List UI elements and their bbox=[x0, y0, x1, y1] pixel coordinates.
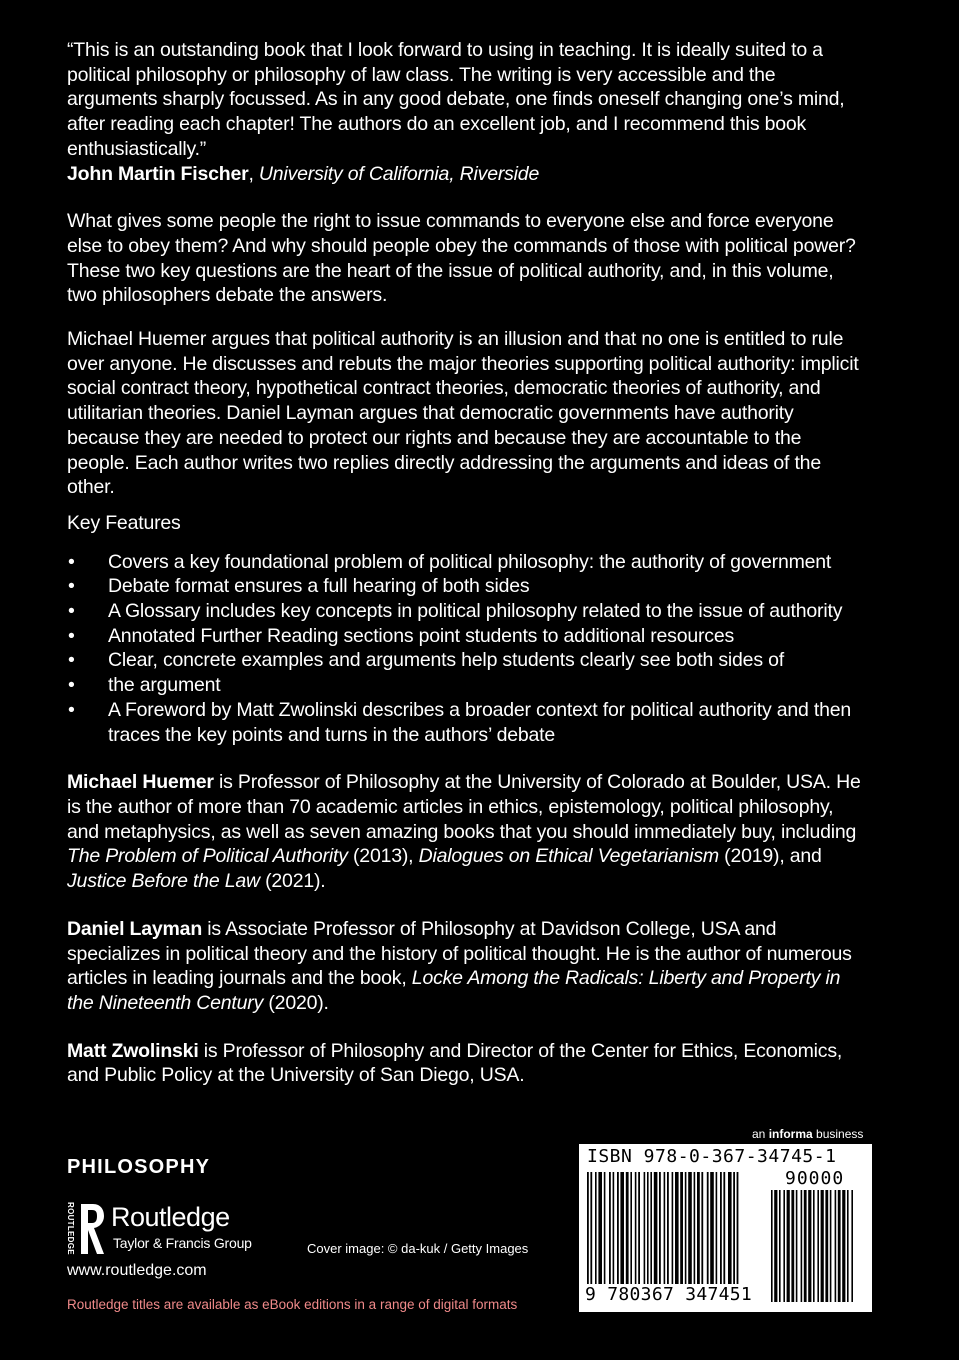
barcode-bar bbox=[664, 1172, 666, 1296]
barcode-bar bbox=[650, 1172, 652, 1296]
key-features-heading: Key Features bbox=[67, 511, 181, 534]
routledge-logo bbox=[63, 1200, 283, 1260]
ean-digits: 9 780367 347451 bbox=[585, 1284, 753, 1305]
ebook-availability-note: Routledge titles are available as eBook editions in a range of digital formats bbox=[67, 1297, 518, 1312]
informa-suffix: business bbox=[812, 1127, 864, 1141]
feature-item: • the argument bbox=[67, 673, 867, 698]
book-title: Dialogues on Ethical Vegetarianism bbox=[418, 845, 719, 868]
feature-item: • Annotated Further Reading sections point students to additional resources bbox=[67, 624, 867, 649]
book-title: Justice Before the Law bbox=[67, 870, 260, 893]
barcode-bar bbox=[779, 1190, 781, 1302]
isbn-label: ISBN 978-0-367-34745-1 bbox=[587, 1146, 837, 1167]
barcode-bar bbox=[847, 1190, 849, 1302]
barcode-bar bbox=[654, 1172, 658, 1296]
barcode-bar bbox=[830, 1190, 832, 1302]
cover-image-credit: Cover image: © da-kuk / Getty Images bbox=[307, 1241, 529, 1256]
barcode-bar bbox=[688, 1172, 692, 1296]
endorsement-attribution bbox=[67, 162, 867, 187]
informa-brand: informa bbox=[768, 1127, 813, 1141]
publisher-name: Routledge bbox=[111, 1202, 230, 1232]
barcode-bar bbox=[787, 1190, 790, 1302]
barcode-bar bbox=[835, 1190, 837, 1302]
barcode-bar bbox=[595, 1172, 597, 1296]
barcode-bar bbox=[821, 1190, 824, 1302]
feature-item: • Debate format ensures a full hearing of both sides bbox=[67, 574, 867, 599]
barcode-bar bbox=[804, 1190, 807, 1302]
barcode-bar bbox=[838, 1190, 841, 1302]
description-paragraph-1: What gives some people the right to issue commands to everyone else and force everyone else to obey them? And why should people obey the commands of those with political power? These two key questions are the heart of the issue of political authority, and, in this volume, two philosophers debate the answers. bbox=[67, 210, 856, 307]
isbn-barcode bbox=[579, 1144, 872, 1312]
addon-barcode-bars bbox=[771, 1190, 863, 1302]
barcode-bar bbox=[635, 1172, 637, 1296]
barcode-bar bbox=[659, 1172, 661, 1296]
barcode-bar bbox=[697, 1172, 700, 1296]
book-title: The Problem of Political Authority bbox=[67, 845, 348, 868]
barcode-bar bbox=[710, 1172, 714, 1296]
feature-item: • Covers a key foundational problem of political philosophy: the authority of government bbox=[67, 550, 867, 575]
barcode-bar bbox=[817, 1190, 819, 1302]
endorser-name: John Martin Fischer bbox=[67, 162, 249, 185]
barcode-bar bbox=[609, 1172, 611, 1296]
barcode-bar bbox=[771, 1190, 773, 1302]
barcode-bar bbox=[707, 1172, 709, 1296]
barcode-bar bbox=[796, 1190, 798, 1302]
barcode-bar bbox=[720, 1172, 722, 1296]
bio-name: Matt Zwolinski bbox=[67, 1039, 199, 1062]
barcode-bar bbox=[626, 1172, 629, 1296]
barcode-bar bbox=[680, 1172, 683, 1296]
bio-text: (2019), and bbox=[718, 845, 822, 868]
barcode-bar bbox=[620, 1172, 624, 1296]
barcode-bar bbox=[851, 1190, 853, 1302]
barcode-bar bbox=[675, 1172, 679, 1296]
feature-item: • A Foreword by Matt Zwolinski describes a broader context for political authority and then traces the key points and turns in the authors’ debate bbox=[67, 698, 867, 747]
barcode-bar bbox=[598, 1172, 602, 1296]
bio-text: is Professor of Philosophy and Director of the Center for Ethics, Economics, and Public Policy at the University of San Diego, USA. bbox=[67, 1039, 843, 1087]
barcode-bar bbox=[813, 1190, 815, 1302]
feature-item: • A Glossary includes key concepts in political philosophy related to the issue of authority bbox=[67, 599, 867, 624]
barcode-bar bbox=[716, 1172, 718, 1296]
bio-layman bbox=[67, 917, 867, 1016]
book-title: Locke Among the Radicals: Liberty and Property in the Nineteenth Century bbox=[67, 967, 841, 1014]
bio-name: Michael Huemer bbox=[67, 771, 214, 794]
barcode-bar bbox=[587, 1172, 589, 1296]
barcode-bar bbox=[728, 1172, 732, 1296]
routledge-r-icon bbox=[79, 1202, 105, 1256]
barcode-bar bbox=[604, 1172, 606, 1296]
barcode-bar bbox=[590, 1172, 592, 1296]
ean-barcode-bars bbox=[587, 1172, 765, 1296]
endorser-separator: , bbox=[248, 162, 259, 185]
barcode-bar bbox=[774, 1190, 777, 1302]
bio-huemer bbox=[67, 770, 867, 894]
endorsement-quote: “This is an outstanding book that I look forward to using in teaching. It is ideally suited to a political philosophy or philosophy of law class. The writing is very accessible and the arguments sharply focussed. As in any good debate, one finds oneself changing one’s mind, after reading each chapter! The authors do an excellent job, and I recommend this book enthusiastically.” bbox=[67, 39, 845, 160]
barcode-bar bbox=[701, 1172, 703, 1296]
bio-name: Daniel Layman bbox=[67, 917, 203, 940]
barcode-bar bbox=[694, 1172, 696, 1296]
bio-text: (2013), bbox=[347, 845, 419, 868]
key-features-list bbox=[67, 550, 867, 748]
logo-vertical-wordmark: ROUTLEDGE bbox=[66, 1201, 75, 1255]
feature-item: • Clear, concrete examples and arguments help students clearly see both sides of bbox=[67, 648, 867, 673]
description-paragraph-2: Michael Huemer argues that political authority is an illusion and that no one is entitled to rule over anyone. He discusses and rebuts the major theories supporting political authority: implicit social contract theory, hypothetical contract theories, democratic theories of authority, and utilitarian theories. Daniel Layman argues that democratic governments have authority because they are needed to protect our rights and because they are accountable to the people. Each author writes two replies directly addressing the arguments and ideas of the other. bbox=[67, 328, 859, 499]
barcode-bar bbox=[647, 1172, 649, 1296]
informa-prefix: an bbox=[752, 1127, 769, 1141]
barcode-bar bbox=[617, 1172, 619, 1296]
barcode-bar bbox=[723, 1172, 725, 1296]
barcode-bar bbox=[667, 1172, 669, 1296]
barcode-bar bbox=[783, 1190, 785, 1302]
informa-business-tag bbox=[752, 1127, 863, 1141]
endorser-affiliation: University of California, Riverside bbox=[258, 162, 540, 185]
barcode-bar bbox=[733, 1172, 735, 1296]
barcode-bar bbox=[613, 1172, 615, 1296]
bio-text: (2021). bbox=[259, 870, 326, 893]
barcode-bar bbox=[630, 1172, 632, 1296]
barcode-bar bbox=[825, 1190, 828, 1302]
barcode-bar bbox=[801, 1190, 803, 1302]
publisher-website: www.routledge.com bbox=[67, 1262, 207, 1279]
bio-zwolinski bbox=[67, 1039, 867, 1088]
barcode-bar bbox=[672, 1172, 674, 1296]
bio-text: is Associate Professor of Philosophy at Davidson College, USA and specializes in political theory and the history of political thought. He is the author of numerous articles in leading journals and the book, bbox=[67, 917, 852, 990]
bio-text: (2020). bbox=[263, 991, 329, 1014]
barcode-bar bbox=[791, 1190, 794, 1302]
barcode-bar bbox=[644, 1172, 646, 1296]
back-cover-text bbox=[67, 38, 867, 1088]
bio-text: is Professor of Philosophy at the University of Colorado at Boulder, USA. He is the author of more than 70 academic articles in ethics, epistemology, political philosophy, and metaphysics, as well as seven amazing books that you should immediately buy, including bbox=[67, 771, 861, 843]
barcode-bar bbox=[638, 1172, 640, 1296]
subject-category: PHILOSOPHY bbox=[67, 1156, 211, 1178]
barcode-bar bbox=[737, 1172, 739, 1296]
barcode-bar bbox=[685, 1172, 687, 1296]
price-addon-number: 90000 bbox=[785, 1168, 845, 1189]
barcode-bar bbox=[842, 1190, 845, 1302]
publisher-group: Taylor & Francis Group bbox=[113, 1235, 252, 1251]
barcode-bar bbox=[808, 1190, 811, 1302]
